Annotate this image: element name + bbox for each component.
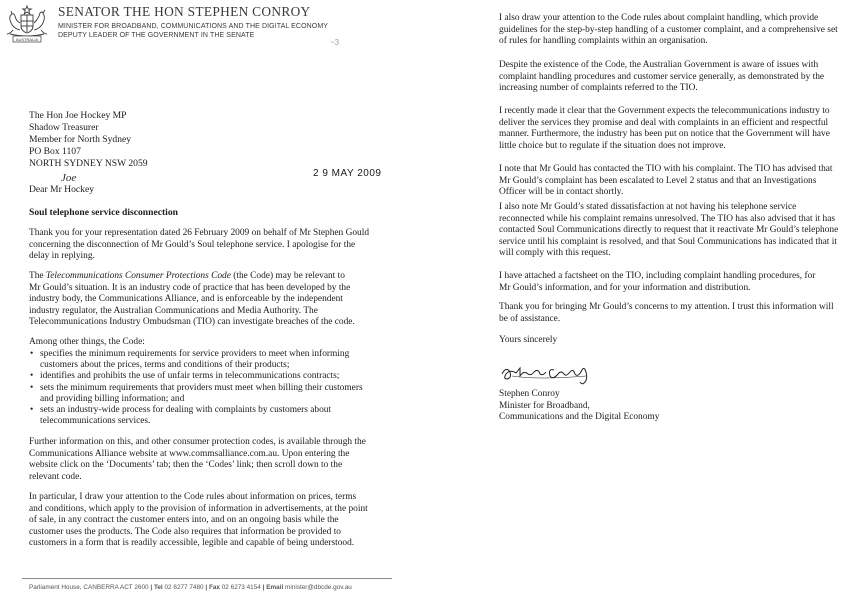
handwritten-salutation: Joe — [61, 172, 77, 184]
address-line: NORTH SYDNEY NSW 2059 — [29, 158, 148, 170]
footer-separator: | — [150, 584, 153, 591]
footer-fax: 02 6273 4154 — [221, 584, 261, 591]
paragraph-code-intro — [29, 271, 355, 329]
footer-separator: | — [205, 584, 208, 591]
paragraph-factsheet — [499, 271, 815, 294]
text-line: I also note Mr Gould’s stated dissatisfaction at not having his telephone service — [499, 202, 797, 212]
address-line: Member for North Sydney — [29, 134, 132, 146]
list-item — [29, 383, 363, 405]
closing: Yours sincerely — [499, 335, 558, 345]
code-title: Telecommunications Consumer Protections Code — [45, 271, 231, 281]
text-line: service until his complaint is resolved, and that Soul Communications has indicated that it — [499, 236, 837, 247]
paragraph-thanks — [29, 228, 369, 263]
text-line: customers about the prices, terms and conditions of their products; — [40, 360, 290, 371]
text-fragment: The — [29, 271, 46, 281]
text-line: • identifies and prohibits the use of unfair terms in telecommunications contracts; — [40, 371, 340, 382]
footer-address: Parliament House, CANBERRA ACT 2600 — [29, 584, 149, 591]
subject-heading: Soul telephone service disconnection — [29, 207, 178, 218]
paragraph-tio-contacted — [499, 164, 833, 199]
signatory-title: Communications and the Digital Economy — [499, 412, 660, 423]
text-line: Thank you for bringing Mr Gould’s concerns to my attention. I trust this information will — [499, 302, 834, 312]
text-line: reconnected while his complaint remains unresolved. The TIO has also advised that it has — [499, 213, 836, 224]
text-line: and conditions, which apply to the provision of information in advertisements, at the point — [29, 503, 368, 514]
list-item — [29, 405, 363, 427]
paragraph-government-expects — [499, 106, 830, 152]
signature-block — [499, 389, 659, 424]
text-line: customers in a form that is readily accessible, legible and capable of being understood. — [29, 538, 355, 549]
handwritten-signature — [498, 356, 598, 386]
date-stamp: 2 9 MAY 2009 — [313, 168, 382, 179]
text-line: In particular, I draw your attention to the Code rules about information on prices, terms — [29, 492, 357, 502]
footer-tel-label: Tel — [153, 584, 163, 591]
list-item — [29, 349, 363, 371]
text-line: industry regulator, the Australian Communications and Media Authority. The — [29, 305, 318, 316]
footer-email-label: Email — [266, 584, 284, 591]
text-line: Mr Gould’s complaint has been escalated to Level 2 status and that an Investigations — [499, 175, 817, 186]
code-bullet-list — [29, 349, 363, 427]
footer-tel: 02 6277 7480 — [164, 584, 204, 591]
text-line: I recently made it clear that the Government expects the telecommunications industry to — [499, 106, 830, 116]
text-line: Thank you for your representation dated 26 February 2009 on behalf of Mr Stephen Gould — [29, 228, 370, 238]
text-line: Mr Gould’s situation. It is an industry code of practice that has been developed by the — [29, 282, 351, 293]
text-line: Mr Gould’s information, and for your information and distribution. — [499, 282, 751, 293]
text-line: guidelines for the step-by-step handling of a customer complaint, and a comprehensive set — [499, 24, 838, 35]
list-item — [29, 371, 363, 382]
text-line: concerning the disconnection of Mr Gould’s Soul telephone service. I apologise for the — [29, 239, 356, 250]
paragraph-complaint-handling — [499, 13, 838, 48]
text-fragment: (the Code) may be relevant to — [230, 271, 345, 281]
text-line: Officer will be in contact shortly. — [499, 187, 624, 198]
text-line: contacted Soul Communications directly to request that it reactivate Mr Gould’s telephone — [499, 225, 839, 236]
signatory-name: Stephen Conroy — [499, 389, 560, 399]
text-line: I have attached a factsheet on the TIO, including complaint handling procedures, for — [499, 271, 816, 281]
paragraph-among-other-things — [29, 337, 145, 349]
text-line: • specifies the minimum requirements for service providers to meet when informing — [40, 349, 350, 359]
text-line: Communications Alliance website at www.commsalliance.com.au. Upon entering the — [29, 448, 350, 459]
text-line: manner. Furthermore, the industry has been put on notice that the Government will have — [499, 129, 830, 140]
crest-banner: AUSTRALIA — [15, 36, 39, 42]
address-line: The Hon Joe Hockey MP — [29, 110, 127, 121]
office-mark: ~3 — [330, 38, 340, 47]
text-line: of sale, in any contract the customer enters into, and on an ongoing basis while the — [29, 515, 339, 526]
letterhead-minister-title: MINISTER FOR BROADBAND, COMMUNICATIONS AND THE DIGITAL ECONOMY — [58, 23, 329, 30]
address-line: PO Box 1107 — [29, 146, 81, 158]
paragraph-government-aware — [499, 60, 824, 95]
text-line: website click on the ‘Documents’ tab; then the ‘Codes’ link; then scroll down to the — [29, 460, 343, 471]
paragraph-code-rules-prices — [29, 492, 368, 550]
text-line: delay in replying. — [29, 251, 95, 262]
footer-divider — [22, 578, 392, 579]
coat-of-arms-icon — [4, 4, 50, 44]
text-line: Further information on this, and other consumer protection codes, is available through the — [29, 437, 366, 447]
text-line: I note that Mr Gould has contacted the TIO with his complaint. The TIO has advised that — [499, 164, 833, 174]
letterhead-name: SENATOR THE HON STEPHEN CONROY — [58, 4, 311, 19]
text-line: relevant code. — [29, 471, 82, 482]
text-line: increasing number of complaints referred to the TIO. — [499, 83, 698, 94]
footer-email: minister@dbcde.gov.au — [285, 584, 352, 591]
text-line: • sets an industry-wide process for dealing with complaints by customers about — [40, 405, 332, 416]
text-line: Despite the existence of the Code, the Australian Government is aware of issues with — [499, 60, 819, 70]
text-line: deliver the services they promise and deal with complaints in an efficient and respectful — [499, 117, 829, 128]
text-line: customer uses the products. The Code also requires that information be provided to — [29, 526, 341, 537]
text-line: be of assistance. — [499, 313, 561, 324]
text-line: I also draw your attention to the Code rules about complaint handling, which provide — [499, 13, 819, 23]
signatory-title: Minister for Broadband, — [499, 400, 590, 411]
text-line: Telecommunications Industry Ombudsman (TIO) can investigate breaches of the code. — [29, 317, 355, 328]
footer-fax-label: Fax — [208, 584, 220, 591]
text-line: telecommunications services. — [40, 416, 151, 427]
paragraph-reconnection — [499, 202, 838, 260]
recipient-address — [29, 110, 148, 170]
footer-contact — [29, 584, 352, 591]
text-line: complaint handling procedures and customer service generally, as demonstrated by the — [499, 71, 825, 82]
footer-separator: | — [262, 584, 265, 591]
paragraph-thank-you — [499, 302, 834, 325]
text-line — [29, 271, 355, 283]
text-line: industry body, the Communications Alliance, and is enforceable by the independent — [29, 294, 343, 305]
text-line: will comply with this request. — [499, 248, 611, 259]
salutation: Dear Mr Hockey — [29, 184, 94, 195]
text-line: Among other things, the Code: — [29, 337, 145, 347]
text-line: and providing billing information; and — [40, 393, 185, 404]
letterhead-deputy-title: DEPUTY LEADER OF THE GOVERNMENT IN THE SENATE — [58, 32, 255, 39]
text-line: little choice but to regulate if the situation does not improve. — [499, 140, 726, 151]
text-line: of rules for handling complaints within an organisation. — [499, 36, 708, 47]
paragraph-further-information — [29, 437, 366, 483]
address-line: Shadow Treasurer — [29, 122, 99, 134]
text-line: • sets the minimum requirements that providers must meet when billing their customers — [40, 382, 363, 393]
